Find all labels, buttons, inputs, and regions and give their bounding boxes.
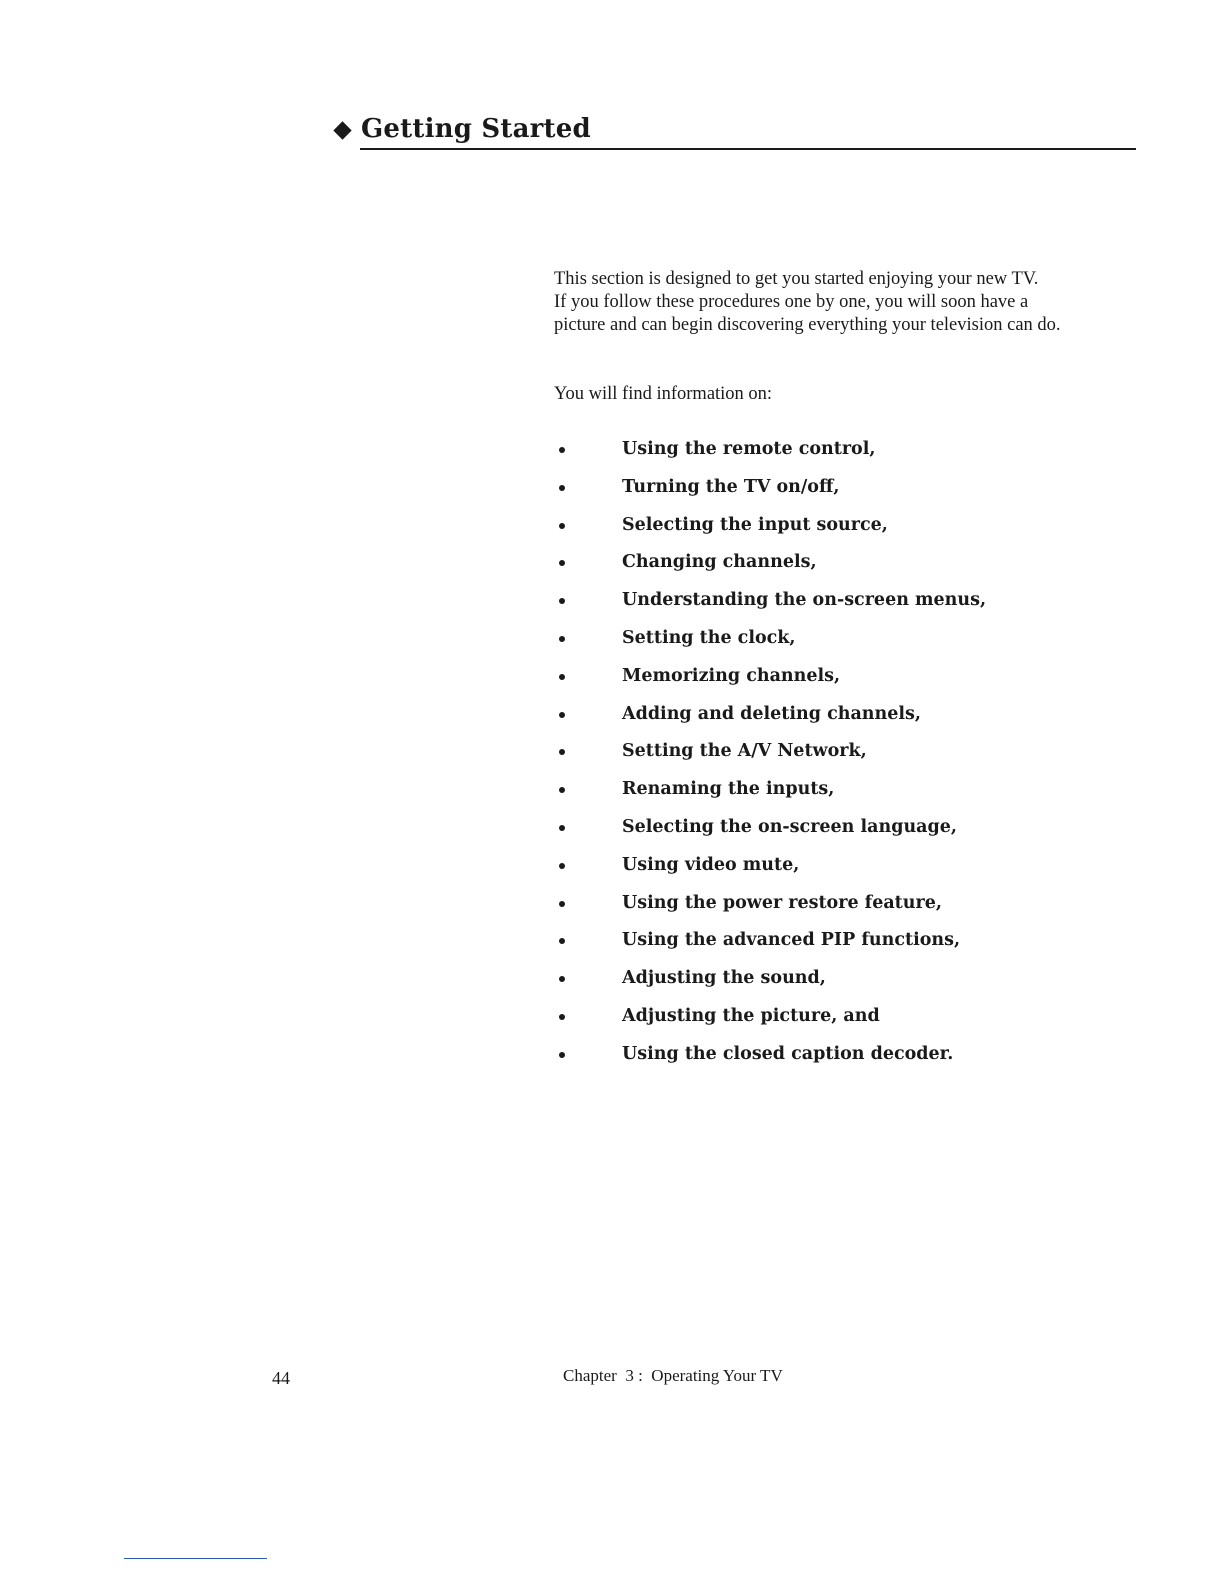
bullet-icon xyxy=(559,447,565,453)
bullet-icon xyxy=(559,712,565,718)
list-item xyxy=(556,664,1156,702)
bullet-icon xyxy=(559,485,565,491)
bullet-icon xyxy=(559,863,565,869)
list-item xyxy=(556,475,1156,513)
chapter-footer: Chapter 3 : Operating Your TV xyxy=(563,1366,783,1385)
bullet-icon xyxy=(559,825,565,831)
list-item xyxy=(556,550,1156,588)
bullet-icon xyxy=(559,976,565,982)
list-item-label: Setting the A/V Network, xyxy=(622,741,867,762)
list-item-label: Turning the TV on/off, xyxy=(622,476,840,497)
list-item-label: Adjusting the picture, and xyxy=(622,1005,880,1026)
list-item xyxy=(556,966,1156,1004)
topic-list xyxy=(556,437,1156,1080)
list-item-label: Memorizing channels, xyxy=(622,665,841,686)
section-header xyxy=(336,112,1136,152)
list-item-label: Using the remote control, xyxy=(622,439,876,459)
list-item-label: Adjusting the sound, xyxy=(622,968,826,989)
bullet-icon xyxy=(559,523,565,529)
intro-line: If you follow these procedures one by one, you will soon have a xyxy=(554,292,1029,312)
list-item xyxy=(556,588,1156,626)
list-item xyxy=(556,513,1156,551)
list-item xyxy=(556,777,1156,815)
list-item-label: Using video mute, xyxy=(622,854,800,875)
list-item xyxy=(556,626,1156,664)
header-rule xyxy=(360,148,1136,150)
footer-divider xyxy=(124,1558,267,1559)
list-item-label: Adding and deleting channels, xyxy=(622,703,921,724)
list-item-label: Selecting the input source, xyxy=(622,514,888,535)
list-item xyxy=(556,702,1156,740)
list-item xyxy=(556,815,1156,853)
page-number: 44 xyxy=(272,1368,290,1388)
list-item xyxy=(556,1042,1156,1080)
bullet-icon xyxy=(559,749,565,755)
intro-paragraph xyxy=(554,268,1154,337)
list-item-label: Understanding the on-screen menus, xyxy=(622,590,987,611)
bullet-icon xyxy=(559,938,565,944)
list-item xyxy=(556,891,1156,929)
list-item xyxy=(556,928,1156,966)
list-lead-in: You will find information on: xyxy=(554,384,773,404)
intro-line: picture and can begin discovering everything your television can do. xyxy=(554,315,1061,335)
bullet-icon xyxy=(559,1014,565,1020)
bullet-icon xyxy=(559,787,565,793)
bullet-icon xyxy=(559,1052,565,1058)
bullet-icon xyxy=(559,560,565,566)
intro-line: This section is designed to get you started enjoying your new TV. xyxy=(554,269,1039,289)
bullet-icon xyxy=(559,901,565,907)
bullet-icon xyxy=(559,598,565,604)
list-item xyxy=(556,1004,1156,1042)
list-item-label: Changing channels, xyxy=(622,552,817,573)
bullet-icon xyxy=(559,636,565,642)
list-item-label: Renaming the inputs, xyxy=(622,779,835,800)
list-item-label: Selecting the on-screen language, xyxy=(622,816,957,837)
list-item xyxy=(556,739,1156,777)
list-item-label: Using the closed caption decoder. xyxy=(622,1043,954,1064)
list-item-label: Using the power restore feature, xyxy=(622,892,942,913)
diamond-bullet-icon xyxy=(333,121,351,139)
list-item-label: Using the advanced PIP functions, xyxy=(622,930,961,951)
list-item-label: Setting the clock, xyxy=(622,627,796,648)
section-title: Getting Started xyxy=(361,114,591,144)
list-item xyxy=(556,853,1156,891)
bullet-icon xyxy=(559,674,565,680)
list-item xyxy=(556,437,1156,475)
